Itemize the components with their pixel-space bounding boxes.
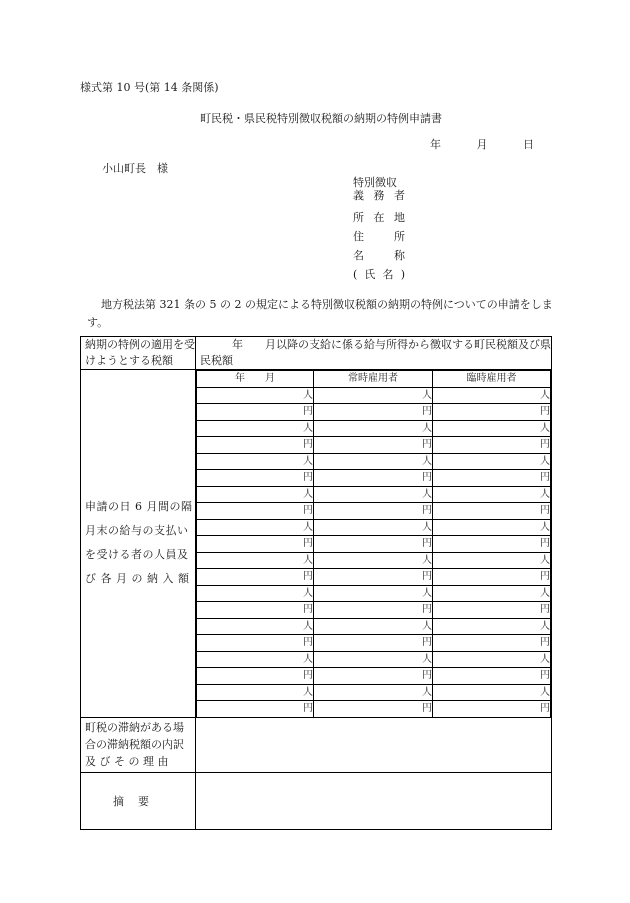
payment-period-line: 月末の給与の支払い <box>85 524 189 538</box>
amount-cell[interactable]: 円 <box>197 404 314 421</box>
amount-row <box>197 701 551 717</box>
delinquency-line: 及 び そ の 理 由 <box>85 755 169 768</box>
amount-cell[interactable]: 円 <box>314 536 433 553</box>
form-number: 様式第 10 号(第 14 条関係) <box>80 81 219 94</box>
payer-label-obligor: 義務者 <box>353 189 405 202</box>
amount-cell[interactable]: 円 <box>314 569 433 586</box>
people-row <box>197 486 551 503</box>
people-count-cell[interactable]: 人 <box>314 618 433 635</box>
summary-field[interactable] <box>196 772 552 829</box>
people-count-cell[interactable]: 人 <box>197 651 314 668</box>
people-count-cell[interactable]: 人 <box>197 552 314 569</box>
payer-label-special: 特別徴収 <box>353 176 397 189</box>
amount-cell[interactable]: 円 <box>433 536 551 553</box>
amount-cell[interactable]: 円 <box>197 503 314 520</box>
amount-cell[interactable]: 円 <box>433 701 551 717</box>
payment-period-label <box>81 370 196 718</box>
amount-cell[interactable]: 円 <box>433 668 551 685</box>
payer-label-name: 名称 <box>353 249 405 262</box>
delinquency-field[interactable] <box>196 717 552 772</box>
people-row <box>197 387 551 404</box>
date-month-label: 月 <box>476 138 488 151</box>
amount-cell[interactable]: 円 <box>197 668 314 685</box>
amount-row <box>197 503 551 520</box>
amount-cell[interactable]: 円 <box>314 668 433 685</box>
amount-row <box>197 536 551 553</box>
amount-cell[interactable]: 円 <box>314 602 433 619</box>
amount-row <box>197 569 551 586</box>
application-statement: 地方税法第 321 条の 5 の 2 の規定による特別徴収税額の納期の特例についての申請をします。 <box>87 298 553 329</box>
amount-cell[interactable]: 円 <box>197 536 314 553</box>
amount-cell[interactable]: 円 <box>197 569 314 586</box>
people-count-cell[interactable]: 人 <box>314 486 433 503</box>
people-count-cell[interactable]: 人 <box>433 453 551 470</box>
amount-cell[interactable]: 円 <box>433 635 551 652</box>
people-row <box>197 453 551 470</box>
amount-row <box>197 602 551 619</box>
people-row <box>197 651 551 668</box>
people-count-cell[interactable]: 人 <box>197 420 314 437</box>
tax-amount-header: 年 月以降の支給に係る給与所得から徴収する町民税額及び県民税額 <box>196 337 552 370</box>
people-row <box>197 519 551 536</box>
people-row <box>197 552 551 569</box>
people-count-cell[interactable]: 人 <box>197 486 314 503</box>
people-count-cell[interactable]: 人 <box>314 387 433 404</box>
amount-cell[interactable]: 円 <box>314 635 433 652</box>
people-count-cell[interactable]: 人 <box>314 420 433 437</box>
people-count-cell[interactable]: 人 <box>433 618 551 635</box>
amount-cell[interactable]: 円 <box>197 701 314 717</box>
amount-cell[interactable]: 円 <box>314 701 433 717</box>
people-count-cell[interactable]: 人 <box>433 585 551 602</box>
amount-row <box>197 635 551 652</box>
amount-cell[interactable]: 円 <box>433 602 551 619</box>
people-count-cell[interactable]: 人 <box>433 387 551 404</box>
amount-cell[interactable]: 円 <box>197 470 314 487</box>
payer-label-personal-name: (氏名) <box>353 268 405 281</box>
people-row <box>197 585 551 602</box>
amount-cell[interactable]: 円 <box>433 470 551 487</box>
payment-period-line: び 各 月 の 納 入 額 <box>85 572 190 586</box>
people-count-cell[interactable]: 人 <box>433 519 551 536</box>
application-table <box>80 336 552 830</box>
column-regular-employees: 常時雇用者 <box>314 371 433 388</box>
people-count-cell[interactable]: 人 <box>197 453 314 470</box>
column-temporary-employees: 臨時雇用者 <box>433 371 551 388</box>
amount-cell[interactable]: 円 <box>314 503 433 520</box>
amount-cell[interactable]: 円 <box>314 437 433 454</box>
people-count-cell[interactable]: 人 <box>433 486 551 503</box>
monthly-grid-cell <box>196 370 552 718</box>
amount-cell[interactable]: 円 <box>314 404 433 421</box>
delinquency-line: 町税の滞納がある場 <box>85 721 184 734</box>
date-year-label: 年 <box>430 138 441 151</box>
people-count-cell[interactable]: 人 <box>314 585 433 602</box>
people-count-cell[interactable]: 人 <box>314 552 433 569</box>
people-count-cell[interactable]: 人 <box>314 453 433 470</box>
people-count-cell[interactable]: 人 <box>433 552 551 569</box>
amount-cell[interactable]: 円 <box>433 569 551 586</box>
amount-cell[interactable]: 円 <box>314 470 433 487</box>
amount-row <box>197 668 551 685</box>
amount-cell[interactable]: 円 <box>197 635 314 652</box>
amount-cell[interactable]: 円 <box>433 437 551 454</box>
payer-label-location: 所在地 <box>353 211 405 224</box>
monthly-grid <box>196 370 551 717</box>
payment-period-line: 申請の日 6 月間の隔 <box>85 500 193 514</box>
people-row <box>197 420 551 437</box>
amount-cell[interactable]: 円 <box>433 503 551 520</box>
amount-cell[interactable]: 円 <box>197 437 314 454</box>
payer-block <box>353 176 405 284</box>
people-count-cell[interactable]: 人 <box>197 387 314 404</box>
payer-label-address: 住所 <box>353 230 405 243</box>
people-count-cell[interactable]: 人 <box>314 651 433 668</box>
summary-label: 摘要 <box>81 772 196 829</box>
people-count-cell[interactable]: 人 <box>314 684 433 701</box>
delinquency-line: 合の滞納税額の内訳 <box>85 738 184 751</box>
people-count-cell[interactable]: 人 <box>197 519 314 536</box>
tax-amount-label: 納期の特例の適用を受けようとする税額 <box>81 337 196 370</box>
people-count-cell[interactable]: 人 <box>433 684 551 701</box>
column-year-month: 年 月 <box>197 371 314 388</box>
people-count-cell[interactable]: 人 <box>197 684 314 701</box>
people-count-cell[interactable]: 人 <box>314 519 433 536</box>
people-count-cell[interactable]: 人 <box>197 618 314 635</box>
amount-row <box>197 437 551 454</box>
people-row <box>197 684 551 701</box>
date-day-label: 日 <box>523 138 534 151</box>
delinquency-label <box>81 717 196 772</box>
people-row <box>197 618 551 635</box>
payment-period-line: を受ける者の人員及 <box>85 548 189 562</box>
people-count-cell[interactable]: 人 <box>433 651 551 668</box>
amount-row <box>197 470 551 487</box>
amount-cell[interactable]: 円 <box>197 602 314 619</box>
amount-row <box>197 404 551 421</box>
addressee: 小山町長 様 <box>102 162 168 175</box>
date-line <box>430 136 534 152</box>
people-count-cell[interactable]: 人 <box>433 420 551 437</box>
amount-cell[interactable]: 円 <box>433 404 551 421</box>
people-count-cell[interactable]: 人 <box>197 585 314 602</box>
document-title: 町民税・県民税特別徴収税額の納期の特例申請書 <box>200 112 442 125</box>
